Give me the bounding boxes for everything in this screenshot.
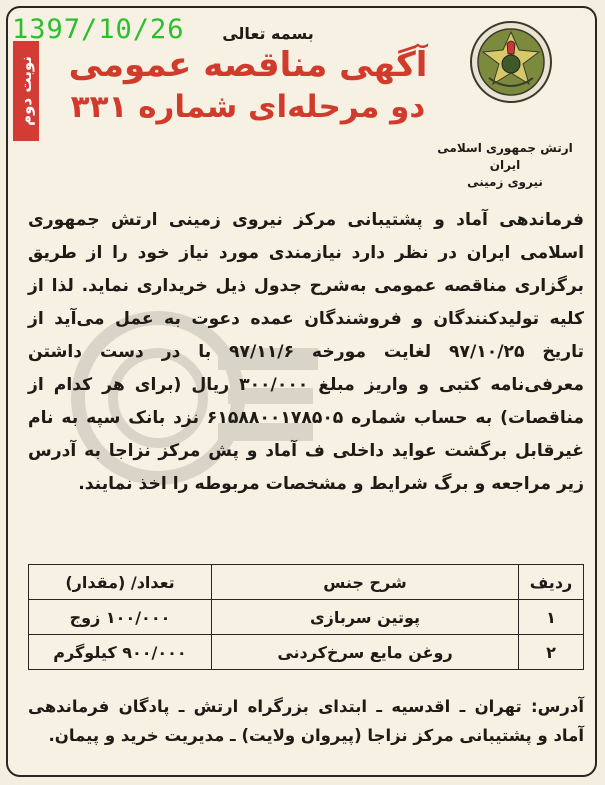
organization-name [435, 140, 575, 191]
header-description: شرح جنس [212, 565, 519, 600]
table-row [29, 635, 584, 670]
ribbon-badge: نوبت دوم [13, 41, 39, 141]
date-stamp: 1397/10/26 [12, 14, 185, 45]
address-text: آدرس: تهران ـ اقدسیه ـ ابتدای بزرگراه ارتش ـ پادگان فرماندهی آماد و پشتیبانی مرکز نزاجا (پیروان ولایت) ـ مدیریت خرید و پیمان. [28, 697, 584, 745]
announcement-body: فرماندهی آماد و پشتیبانی مرکز نیروی زمینی ارتش جمهوری اسلامی ایران در نظر دارد نیازمندی مورد نیاز خود را از طریق برگزاری مناقصه عمومی به‌شرح جدول ذیل خریداری نماید. لذا از کلیه تولیدکنندگان و فروشندگان عمده دعوت به عمل می‌آید از تاریخ ۹۷/۱۰/۲۵ لغایت مورخه ۹۷/۱۱/۶ با در دست داشتن معرفی‌نامه کتبی و واریز مبلغ ۳۰۰/۰۰۰ ریال (برای هر کدام از مناقصات) به حساب شماره ۶۱۵۸۸۰۰۱۷۸۵۰۵ نزد بانک سپه به نام غیرقابل برگشت عواید داخلی ف آماد و پش مرکز نزاجا به آدرس زیر مراجعه و برگ شرایط و مشخصات مربوطه را اخذ نمایند. [28, 210, 584, 494]
header-quantity: تعداد/ (مقدار) [29, 565, 212, 600]
organization-line-1: ارتش جمهوری اسلامی ایران [437, 141, 573, 172]
row-quantity: ۱۰۰/۰۰۰ زوج [29, 600, 212, 635]
table-row [29, 600, 584, 635]
items-table [28, 564, 584, 670]
advertisement-page [6, 6, 597, 777]
title-line-2: دو مرحله‌ای شماره ۳۳۱ [70, 89, 426, 125]
header-index: ردیف [519, 565, 584, 600]
row-index: ۲ [519, 635, 584, 670]
organization-line-2: نیروی زمینی [467, 175, 543, 189]
row-description: روغن مایع سرخ‌کردنی [212, 635, 519, 670]
title-line-1: آگهی مناقصه عمومی [68, 45, 428, 85]
table-header-row [29, 565, 584, 600]
row-description: پوتین سربازی [212, 600, 519, 635]
row-index: ۱ [519, 600, 584, 635]
row-quantity: ۹۰۰/۰۰۰ کیلوگرم [29, 635, 212, 670]
army-emblem-icon [469, 20, 553, 104]
basmala: بسمه تعالی [222, 24, 314, 43]
